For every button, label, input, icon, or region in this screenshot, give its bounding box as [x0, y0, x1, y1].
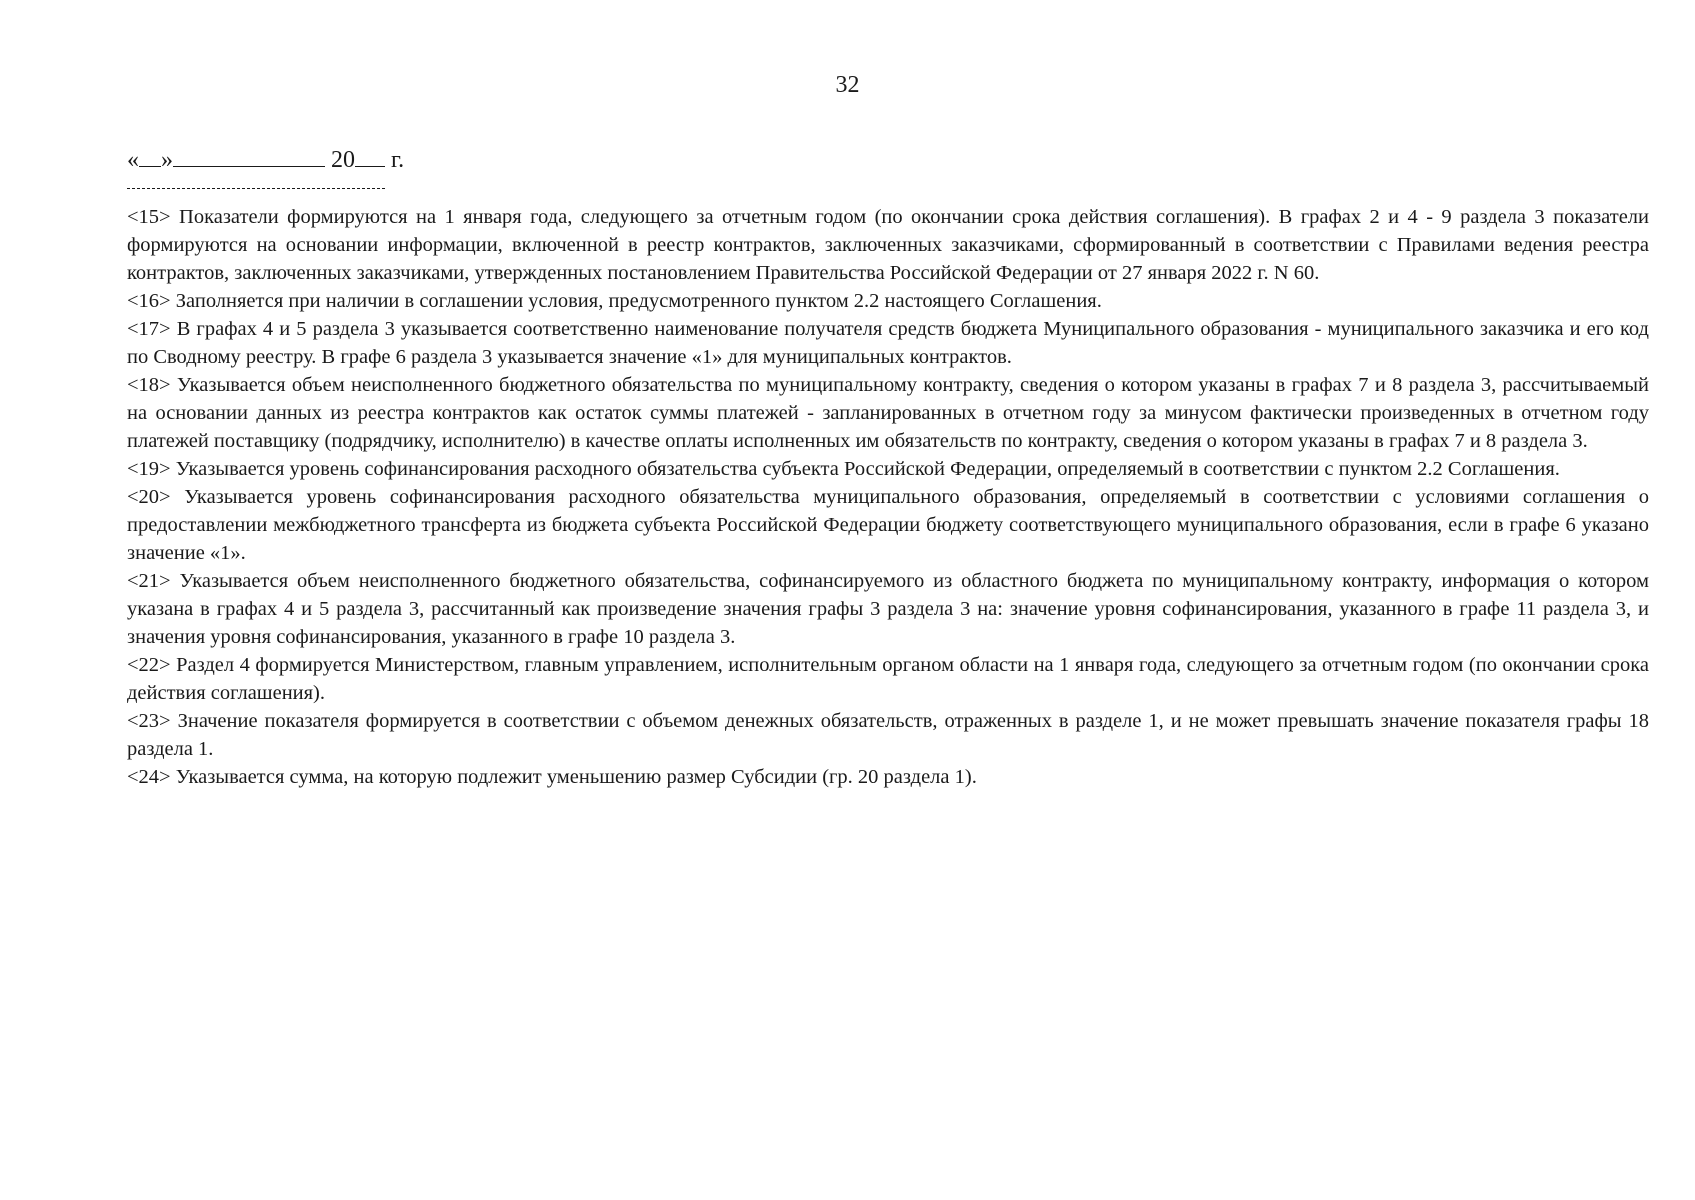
date-line [127, 144, 404, 175]
footnote-19: <19> Указывается уровень софинансирования расходного обязательства субъекта Российской Федерации, определяемый в соответствии с пунктом 2.2 Соглашения. [127, 458, 1560, 480]
footnote-23: <23> Значение показателя формируется в соответствии с объемом денежных обязательств, отраженных в разделе 1, и не может превышать значение показателя графы 18 раздела 1. [127, 710, 1649, 760]
footnote-22: <22> Раздел 4 формируется Министерством, главным управлением, исполнительным органом области на 1 января года, следующего за отчетным годом (по окончании срока действия соглашения). [127, 654, 1649, 704]
date-close-quote: » [161, 147, 173, 173]
page-number: 32 [835, 72, 860, 98]
footnote-16: <16> Заполняется при наличии в соглашении условия, предусмотренного пунктом 2.2 настоящего Соглашения. [127, 290, 1102, 312]
date-year-suffix: г. [391, 147, 405, 173]
footnote-17: <17> В графах 4 и 5 раздела 3 указывается соответственно наименование получателя средств бюджета Муниципального образования - муниципального заказчика и его код по Сводному реестру. В графе 6 раздела 3 указывается значение «1» для муниципальных контрактов. [127, 318, 1649, 368]
footnote-separator [127, 188, 385, 189]
footnote-20: <20> Указывается уровень софинансирования расходного обязательства муниципального образования, определяемый в соответствии с условиями соглашения о предоставлении межбюджетного трансферта из бюджета субъекта Российской Федерации бюджету соответствующего муниципального образования, если в графе 6 указано значение «1». [127, 486, 1649, 564]
date-year-blank [355, 144, 385, 167]
footnote-18: <18> Указывается объем неисполненного бюджетного обязательства по муниципальному контракту, сведения о котором указаны в графах 7 и 8 раздела 3, рассчитываемый на основании данных из реестра контрактов как остаток суммы платежей - запланированных в отчетном году за минусом фактически произведенных в отчетном году платежей поставщику (подрядчику, исполнителю) в качестве оплаты исполненных им обязательств по контракту, сведения о котором указаны в графах 7 и 8 раздела 3. [127, 374, 1649, 452]
footnote-24: <24> Указывается сумма, на которую подлежит уменьшению размер Субсидии (гр. 20 раздела 1). [127, 766, 977, 788]
date-open-quote: « [127, 147, 139, 173]
footnotes-block [127, 203, 1649, 791]
footnote-15: <15> Показатели формируются на 1 января года, следующего за отчетным годом (по окончании срока действия соглашения). В графах 2 и 4 - 9 раздела 3 показатели формируются на основании информации, включенной в реестр контрактов, заключенных заказчиками, сформированный в соответствии с Правилами ведения реестра контрактов, заключенных заказчиками, утвержденных постановлением Правительства Российской Федерации от 27 января 2022 г. N 60. [127, 206, 1649, 284]
footnote-21: <21> Указывается объем неисполненного бюджетного обязательства, софинансируемого из областного бюджета по муниципальному контракту, информация о котором указана в графах 4 и 5 раздела 3, рассчитанный как произведение значения графы 3 раздела 3 на: значение уровня софинансирования, указанного в графе 11 раздела 3, и значения уровня софинансирования, указанного в графе 10 раздела 3. [127, 570, 1649, 648]
date-month-blank [173, 144, 325, 167]
date-year-prefix: 20 [331, 147, 355, 173]
date-day-blank [139, 144, 161, 167]
